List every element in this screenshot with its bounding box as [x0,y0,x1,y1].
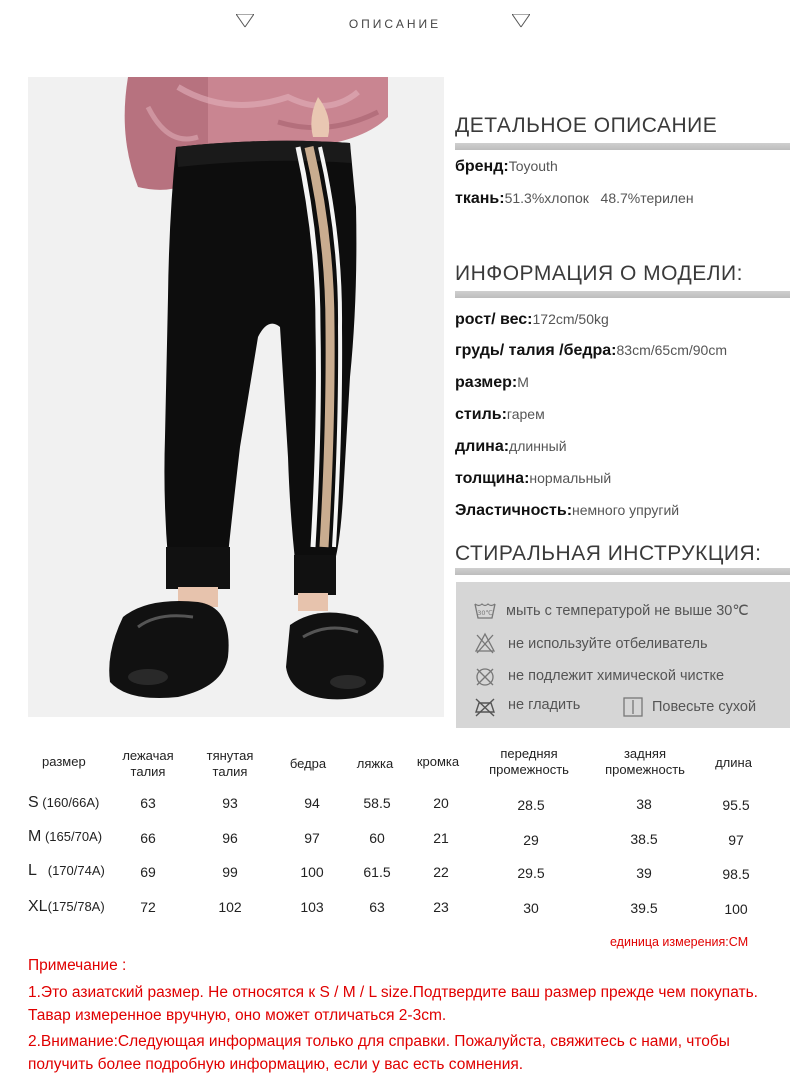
model-info-label: стиль: [455,406,507,423]
model-info-value: немного упругий [572,502,680,518]
table-cell: 38.5 [630,831,658,847]
model-info-label: длина: [455,438,510,455]
heading-underline [455,291,790,298]
care-dryclean-text: не подлежит химической чистке [508,668,725,684]
table-header-cell: размер [42,754,86,769]
size-spec: (160/66A) [42,795,100,810]
table-cell: 60 [369,830,385,846]
size-code: XL [28,898,48,915]
table-cell: 38 [636,796,652,812]
size-spec: (175/78A) [47,899,105,914]
model-info-row [455,438,567,456]
table-cell: 61.5 [363,864,391,880]
table-cell: 39 [636,865,652,881]
care-iron-text: не гладить [508,697,581,713]
heading-underline [455,568,790,575]
model-info-value: гарем [506,406,545,422]
table-cell: 66 [140,830,156,846]
table-cell: 29 [523,832,539,848]
table-header-cell: лежачая талия [122,748,174,779]
table-header-cell: тянутая талия [206,748,254,779]
care-heading: СТИРАЛЬНАЯ ИНСТРУКЦИЯ: [455,542,762,565]
model-info-value: 83cm/65cm/90cm [616,342,727,358]
table-cell: 97 [728,832,744,848]
model-info-value: нормальный [529,470,612,486]
table-cell: 69 [140,864,156,880]
wash-30-label: 30℃ [477,609,493,617]
care-wash-text: мыть с температурой не выше 30℃ [506,603,749,619]
table-cell: 97 [304,830,320,846]
table-cell: 58.5 [363,795,391,811]
table-header-cell: бедра [289,756,327,771]
table-row-label [28,828,102,846]
model-info-value: M [517,374,529,390]
section-title: ОПИСАНИЕ [348,17,442,31]
notes-title: Примечание : [28,957,127,974]
model-info-label: толщина: [455,470,530,487]
care-bleach-text: не используйте отбеливатель [508,636,708,652]
notes-line: 2.Внимание:Следующая информация только для справки. Пожалуйста, свяжитесь с нами, чтобы [28,1033,730,1050]
brand-value: Toyouth [508,158,558,174]
table-cell: 29.5 [517,865,545,881]
table-header-cell: длина [715,755,752,770]
size-code: S [28,794,39,811]
table-cell: 23 [433,899,449,915]
product-photo [28,77,444,717]
model-info-label: размер: [455,374,518,391]
section-header [0,0,790,60]
model-heading: ИНФОРМАЦИЯ О МОДЕЛИ: [455,262,743,285]
model-info-row [455,374,529,392]
notes-line: получить более подробную информацию, если у вас есть сомнения. [28,1056,524,1073]
fabric-row [455,190,694,208]
table-header-cell: ляжка [356,756,394,771]
table-cell: 63 [369,899,385,915]
size-spec: (170/74A) [47,863,105,878]
table-cell: 30 [523,900,539,916]
model-info-row [455,406,545,424]
brand-row [455,158,558,176]
table-cell: 20 [433,795,449,811]
size-code: L [28,862,37,879]
fabric-label: ткань: [455,190,505,207]
table-header-cell: задняя промежность [605,746,685,777]
table-cell: 94 [304,795,320,811]
triangle-right-icon [512,14,530,28]
detail-heading: ДЕТАЛЬНОЕ ОПИСАНИЕ [455,114,718,137]
no-dryclean-icon [474,666,496,688]
notes-line: 1.Это азиатский размер. Не относятся к S / M / L size.Подтвердите ваш размер прежде чем покупать. [28,984,758,1001]
unit-note: единица измерения:CM [610,935,749,949]
table-cell: 93 [222,795,238,811]
brand-label: бренд: [455,158,509,175]
model-info-label: Эластичность: [455,502,573,519]
table-cell: 98.5 [722,866,750,882]
table-cell: 72 [140,899,156,915]
size-spec: (165/70A) [44,829,103,844]
table-row-label [28,794,99,812]
size-code: M [28,828,42,845]
table-cell: 102 [218,899,242,915]
model-info-value: длинный [509,438,567,454]
notes-line: Тавар измеренное вручную, оно может отличаться 2-3cm. [28,1007,447,1024]
model-info-label: грудь/ талия /бедра: [455,342,617,359]
table-cell: 103 [300,899,324,915]
table-header-cell: передняя промежность [489,746,569,777]
table-cell: 95.5 [722,797,750,813]
table-cell: 100 [300,864,324,880]
fabric-value: 51.3%хлопок 48.7%терилен [504,190,694,206]
model-info-row [455,470,611,488]
model-info-label: рост/ вес: [455,311,533,328]
model-info-row [455,342,727,360]
table-row-label [28,898,105,916]
model-info-row [455,502,679,520]
no-iron-icon [474,696,496,718]
table-cell: 63 [140,795,156,811]
model-info-value: 172cm/50kg [532,311,609,327]
table-cell: 99 [222,864,238,880]
table-cell: 21 [433,830,449,846]
table-row-label [28,862,105,880]
table-cell: 22 [433,864,449,880]
table-cell: 96 [222,830,238,846]
model-info-row [455,311,609,329]
care-panel [456,582,790,728]
table-cell: 28.5 [517,797,545,813]
care-dry-text: Повесьте сухой [652,699,757,715]
table-cell: 100 [724,901,748,917]
line-dry-icon [622,696,644,718]
notes-block [28,954,788,1076]
table-cell: 39.5 [630,900,658,916]
table-header-cell: кромка [416,754,460,769]
no-bleach-icon [474,632,496,654]
wash-30-icon [474,599,496,621]
heading-underline [455,143,790,150]
